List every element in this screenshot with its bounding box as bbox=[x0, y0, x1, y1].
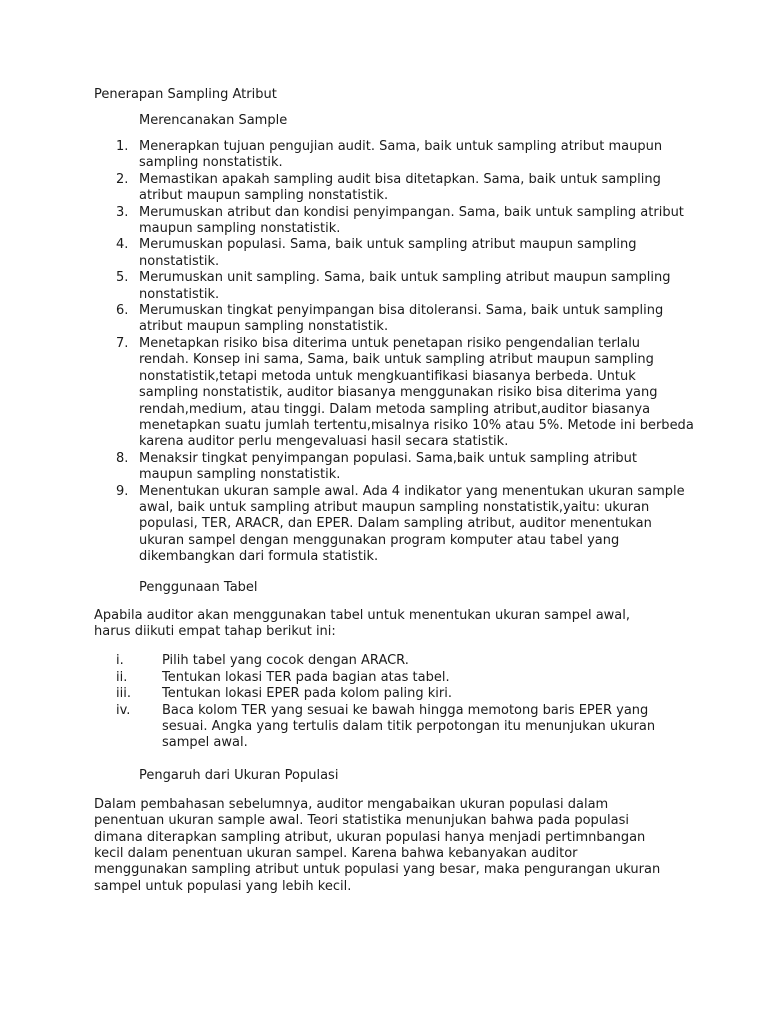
list-item-number: iii. bbox=[116, 686, 131, 702]
list-item-text: Merumuskan atribut dan kondisi penyimpangan. Sama, baik untuk sampling atribut maupun sampling nonstatistik. bbox=[139, 204, 684, 237]
list-item bbox=[94, 172, 694, 205]
list-item-number: 6. bbox=[116, 303, 129, 319]
section-heading-pengaruh-ukuran-populasi: Pengaruh dari Ukuran Populasi bbox=[139, 767, 339, 783]
list-item bbox=[94, 703, 694, 752]
list-item-text: Menerapkan tujuan pengujian audit. Sama, baik untuk sampling atribut maupun sampling nonstatistik. bbox=[139, 139, 663, 171]
list-item-number: 9. bbox=[116, 483, 129, 499]
list-item-number: 3. bbox=[116, 204, 129, 220]
list-item bbox=[94, 451, 694, 484]
list-item-text: Memastikan apakah sampling audit bisa ditetapkan. Sama, baik untuk sampling atribut maupun sampling nonstatistik. bbox=[139, 171, 661, 204]
section-heading-penggunaan-tabel: Penggunaan Tabel bbox=[139, 579, 258, 595]
list-item bbox=[94, 237, 694, 270]
table-steps-list bbox=[94, 653, 694, 751]
list-item-text: Merumuskan populasi. Sama, baik untuk sampling atribut maupun sampling nonstatistik. bbox=[139, 237, 637, 269]
list-item-text: Menetapkan risiko bisa diterima untuk penetapan risiko pengendalian terlalu rendah. Konsep ini sama, Sama, baik untuk sampling atribut maupun sampling nonstatistik,tetapi metoda untuk mengkuantifikasi biasanya berbeda. Untuk sampling nonstatistik, auditor biasanya menggunakan risiko bisa diterima yang rendah,medium, atau tinggi. Dalam metoda sampling atribut,auditor biasanya menetapkan suatu jumlah tertentu,misalnya risiko 10% atau 5%. Metode ini berbeda karena auditor perlu mengevaluasi hasil secara statistik. bbox=[139, 335, 694, 450]
list-item bbox=[94, 336, 694, 451]
planning-steps-list bbox=[94, 139, 694, 566]
list-item-text: Tentukan lokasi TER pada bagian atas tabel. bbox=[162, 669, 450, 685]
list-item bbox=[94, 139, 694, 172]
list-item-text: Menaksir tingkat penyimpangan populasi. Sama,baik untuk sampling atribut maupun sampling nonstatistik. bbox=[139, 450, 637, 483]
list-item bbox=[94, 205, 694, 238]
list-item-number: ii. bbox=[116, 669, 128, 685]
list-item bbox=[94, 303, 694, 336]
paragraph-tabel-intro: Apabila auditor akan menggunakan tabel untuk menentukan ukuran sampel awal, harus diikuti empat tahap berikut ini: bbox=[94, 607, 631, 639]
list-item-number: 8. bbox=[116, 450, 129, 466]
list-item bbox=[94, 686, 694, 702]
list-item-number: iv. bbox=[116, 702, 131, 718]
list-item-text: Tentukan lokasi EPER pada kolom paling kiri. bbox=[162, 686, 452, 702]
list-item bbox=[94, 484, 694, 566]
list-item bbox=[94, 670, 694, 686]
list-item-number: 7. bbox=[116, 335, 129, 351]
list-item-number: 4. bbox=[116, 237, 129, 253]
list-item-number: 2. bbox=[116, 171, 129, 187]
list-item-text: Baca kolom TER yang sesuai ke bawah hingga memotong baris EPER yang sesuai. Angka yang tertulis dalam titik perpotongan itu menunjukan ukuran sampel awal. bbox=[162, 702, 656, 751]
list-item bbox=[94, 270, 694, 303]
paragraph-pengaruh-populasi: Dalam pembahasan sebelumnya, auditor mengabaikan ukuran populasi dalam penentuan ukuran sample awal. Teori statistika menunjukan bahwa pada populasi dimana diterapkan sampling atribut, ukuran populasi hanya menjadi pertimnbangan kecil dalam penentuan ukuran sampel. Karena bahwa kebanyakan auditor menggunakan sampling atribut untuk populasi yang besar, maka pengurangan ukuran sampel untuk populasi yang lebih kecil. bbox=[94, 796, 661, 894]
list-item bbox=[94, 653, 694, 669]
list-item-text: Merumuskan unit sampling. Sama, baik untuk sampling atribut maupun sampling nonstatistik. bbox=[139, 270, 671, 302]
list-item-text: Menentukan ukuran sample awal. Ada 4 indikator yang menentukan ukuran sample awal, baik untuk sampling atribut maupun sampling nonstatistik,yaitu: ukuran populasi, TER, ARACR, dan EPER. Dalam sampling atribut, auditor menentukan ukuran sampel dengan menggunakan program komputer atau tabel yang dikembangkan dari formula statistik. bbox=[139, 483, 685, 565]
list-item-number: 1. bbox=[116, 139, 129, 154]
list-item-text: Pilih tabel yang cocok dengan ARACR. bbox=[162, 653, 409, 669]
document-title: Penerapan Sampling Atribut bbox=[94, 87, 277, 102]
list-item-text: Merumuskan tingkat penyimpangan bisa ditoleransi. Sama, baik untuk sampling atribut maupun sampling nonstatistik. bbox=[139, 303, 664, 335]
list-item-number: i. bbox=[116, 653, 124, 669]
section-heading-merencanakan-sample: Merencanakan Sample bbox=[139, 113, 288, 128]
document-page bbox=[94, 87, 694, 895]
list-item-number: 5. bbox=[116, 270, 129, 286]
